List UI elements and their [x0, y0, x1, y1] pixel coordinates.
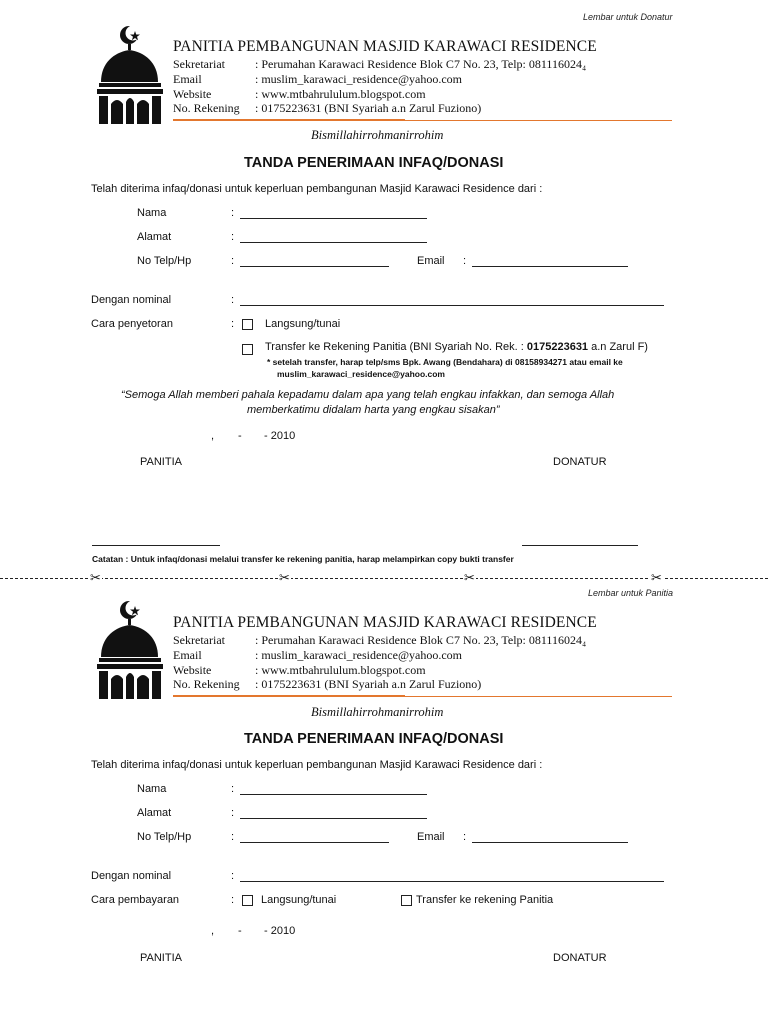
- quote-line-2: memberkatimu didalam harta yang engkau sisakan”: [247, 404, 500, 416]
- date-year: - 2010: [264, 925, 296, 937]
- nama-field[interactable]: [240, 794, 427, 795]
- panitia-signature-line[interactable]: [92, 545, 220, 546]
- email-field[interactable]: [472, 266, 628, 267]
- intro-text: Telah diterima infaq/donasi untuk keperluan pembangunan Masjid Karawaci Residence dari :: [91, 759, 543, 771]
- alamat-field[interactable]: [240, 242, 427, 243]
- transfer-note-email: muslim_karawaci_residence@yahoo.com: [277, 369, 445, 379]
- label-cara-pembayaran: Cara pembayaran: [91, 894, 180, 906]
- mosque-logo-icon: [95, 597, 165, 701]
- mosque-logo-icon: [95, 22, 165, 126]
- header-value-email: : muslim_karawaci_residence@yahoo.com: [255, 648, 462, 662]
- intro-text: Telah diterima infaq/donasi untuk keperluan pembangunan Masjid Karawaci Residence dari :: [91, 183, 543, 195]
- receipt-title: TANDA PENERIMAAN INFAQ/DONASI: [244, 731, 504, 747]
- label-telp: No Telp/Hp: [137, 255, 192, 267]
- alamat-field[interactable]: [240, 818, 427, 819]
- label-cara-penyetoran: Cara penyetoran: [91, 318, 173, 330]
- colon: :: [231, 807, 235, 819]
- scissors-icon: ✂: [464, 570, 475, 585]
- header-accent-line: [405, 120, 672, 121]
- colon: :: [231, 318, 235, 330]
- copy-label: Lembar untuk Panitia: [588, 588, 674, 598]
- date-dash: -: [238, 925, 242, 937]
- label-alamat: Alamat: [137, 807, 172, 819]
- colon: :: [231, 894, 235, 906]
- label-email: Email: [417, 255, 445, 267]
- header-key-email: Email: [173, 72, 202, 86]
- colon: :: [463, 255, 467, 267]
- bismillah: Bismillahirrohmanirrohim: [311, 705, 444, 719]
- date-comma: ,: [211, 925, 215, 937]
- telp-field[interactable]: [240, 266, 389, 267]
- donatur-signature-line[interactable]: [522, 545, 638, 546]
- checkbox-tunai[interactable]: [242, 895, 253, 906]
- email-field[interactable]: [472, 842, 628, 843]
- header-key-website: Website: [173, 87, 212, 101]
- colon: :: [231, 831, 235, 843]
- colon: :: [463, 831, 467, 843]
- header-key-rekening: No. Rekening: [173, 677, 240, 691]
- receipt-title: TANDA PENERIMAAN INFAQ/DONASI: [244, 155, 504, 171]
- option-transfer-label: Transfer ke Rekening Panitia (BNI Syariah No. Rek. : 0175223631 a.n Zarul F): [265, 341, 648, 353]
- header-value-sekretariat: : Perumahan Karawaci Residence Blok C7 No. 23, Telp: 081116024₄: [255, 57, 587, 71]
- donatur-label: DONATUR: [553, 456, 607, 468]
- colon: :: [231, 231, 235, 243]
- option-transfer-label: Transfer ke rekening Panitia: [416, 894, 554, 906]
- header-value-rekening: : 0175223631 (BNI Syariah a.n Zarul Fuziono): [255, 101, 482, 115]
- label-email: Email: [417, 831, 445, 843]
- checkbox-tunai[interactable]: [242, 319, 253, 330]
- date-dash: -: [238, 430, 242, 442]
- header-key-website: Website: [173, 663, 212, 677]
- header-value-email: : muslim_karawaci_residence@yahoo.com: [255, 72, 462, 86]
- colon: :: [231, 783, 235, 795]
- panitia-label: PANITIA: [140, 952, 182, 964]
- header-value-website: : www.mtbahrululum.blogspot.com: [255, 87, 426, 101]
- header-value-rekening: : 0175223631 (BNI Syariah a.n Zarul Fuziono): [255, 677, 482, 691]
- header-value-sekretariat: : Perumahan Karawaci Residence Blok C7 No. 23, Telp: 081116024₄: [255, 633, 587, 647]
- header-key-rekening: No. Rekening: [173, 101, 240, 115]
- option-tunai-label: Langsung/tunai: [261, 894, 337, 906]
- panitia-label: PANITIA: [140, 456, 182, 468]
- option-tunai-label: Langsung/tunai: [265, 318, 341, 330]
- header-accent-bar: [173, 119, 405, 121]
- colon: :: [231, 294, 235, 306]
- header-value-website: : www.mtbahrululum.blogspot.com: [255, 663, 426, 677]
- label-nominal: Dengan nominal: [91, 870, 172, 882]
- label-nama: Nama: [137, 783, 167, 795]
- header-accent-line: [405, 696, 672, 697]
- donatur-label: DONATUR: [553, 952, 607, 964]
- label-nama: Nama: [137, 207, 167, 219]
- colon: :: [231, 255, 235, 267]
- transfer-note: * setelah transfer, harap telp/sms Bpk. Awang (Bendahara) di 08158934271 atau email ke: [267, 357, 623, 367]
- copy-label: Lembar untuk Donatur: [583, 12, 673, 22]
- bismillah: Bismillahirrohmanirrohim: [311, 128, 444, 142]
- colon: :: [231, 870, 235, 882]
- label-nominal: Dengan nominal: [91, 294, 172, 306]
- scissors-icon: ✂: [90, 570, 101, 585]
- colon: :: [231, 207, 235, 219]
- telp-field[interactable]: [240, 842, 389, 843]
- date-year: - 2010: [264, 430, 296, 442]
- label-alamat: Alamat: [137, 231, 172, 243]
- org-title: PANITIA PEMBANGUNAN MASJID KARAWACI RESIDENCE: [173, 38, 597, 55]
- checkbox-transfer[interactable]: [242, 344, 253, 355]
- org-title: PANITIA PEMBANGUNAN MASJID KARAWACI RESIDENCE: [173, 614, 597, 631]
- header-accent-bar: [173, 695, 405, 697]
- quote-line-1: “Semoga Allah memberi pahala kepadamu dalam apa yang telah engkau infakkan, dan semoga Allah: [121, 389, 615, 401]
- header-key-sekretariat: Sekretariat: [173, 57, 225, 71]
- scissors-icon: ✂: [651, 570, 662, 585]
- nama-field[interactable]: [240, 218, 427, 219]
- scissors-icon: ✂: [279, 570, 290, 585]
- date-comma: ,: [211, 430, 215, 442]
- header-key-sekretariat: Sekretariat: [173, 633, 225, 647]
- header-key-email: Email: [173, 648, 202, 662]
- nominal-field[interactable]: [240, 881, 664, 882]
- label-telp: No Telp/Hp: [137, 831, 192, 843]
- checkbox-transfer[interactable]: [401, 895, 412, 906]
- nominal-field[interactable]: [240, 305, 664, 306]
- catatan-note: Catatan : Untuk infaq/donasi melalui transfer ke rekening panitia, harap melampirkan copy bukti transfer: [92, 554, 514, 564]
